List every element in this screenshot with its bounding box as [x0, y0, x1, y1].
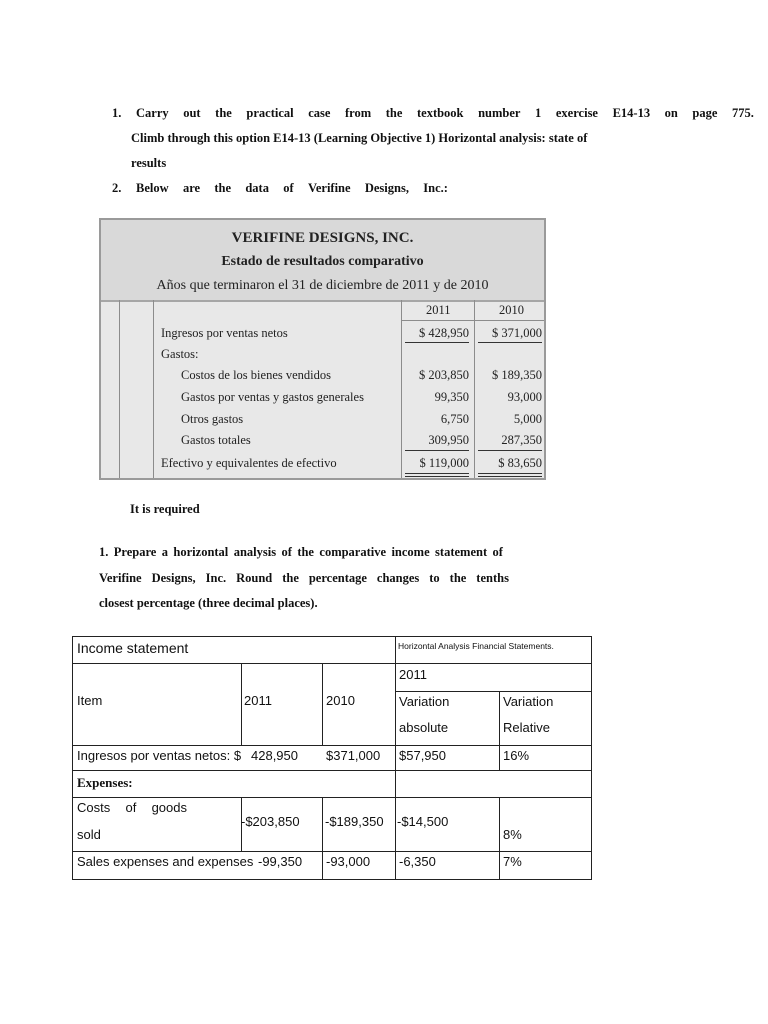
row4-variation-absolute: -6,350	[399, 854, 436, 869]
word: of	[283, 181, 294, 195]
row4-item-text: Sales expenses and expens	[77, 854, 240, 869]
word: 1.	[99, 545, 109, 559]
textbook-row-value: $ 428,950	[419, 326, 469, 340]
table-line	[499, 745, 500, 770]
word: the	[215, 106, 232, 120]
word: Verifine	[99, 571, 142, 585]
word: tenths	[476, 571, 509, 585]
table-year: 2011	[399, 667, 427, 682]
required-label: It is required	[130, 502, 200, 516]
row1-2011: 428,950	[251, 748, 298, 763]
horizontal-analysis-table	[72, 636, 592, 880]
table-line	[73, 745, 591, 746]
row1-variation-relative: 16%	[503, 748, 530, 763]
table-line	[322, 797, 323, 879]
word: to	[429, 571, 440, 585]
word: of	[125, 800, 137, 815]
textbook-row-value: $ 83,650	[498, 456, 542, 470]
row4-2011: -99,350	[258, 854, 303, 869]
word: Inc.:	[423, 181, 448, 195]
textbook-row-label: Efectivo y equivalentes de efectivo	[161, 456, 337, 470]
word: 1	[535, 106, 542, 120]
textbook-row-value: 5,000	[513, 412, 542, 426]
word: analysis	[233, 545, 277, 559]
item2-line	[136, 181, 448, 196]
word: practical	[246, 106, 294, 120]
table-subtitle: Horizontal Analysis Financial Statements.	[398, 641, 554, 651]
item2-number: 2.	[112, 181, 122, 195]
word: textbook	[416, 106, 464, 120]
textbook-underline	[478, 450, 542, 451]
table-line	[73, 851, 591, 852]
word: the	[282, 571, 299, 585]
textbook-divider	[401, 320, 544, 321]
word: the	[449, 571, 467, 585]
row4-variation-relative: 7%	[503, 854, 522, 869]
word: out	[183, 106, 201, 120]
item1-second-line: Climb through this option E14-13 (Learning Objective 1) Horizontal analysis: state of	[131, 131, 588, 145]
textbook-row-value: $ 371,000	[492, 326, 542, 340]
table-line	[73, 797, 591, 798]
word: number	[478, 106, 521, 120]
table-line	[395, 637, 396, 879]
word: statement	[435, 545, 488, 559]
textbook-row-value: 287,350	[501, 433, 542, 447]
textbook-row-value: $ 119,000	[419, 456, 469, 470]
textbook-row-value: 6,750	[440, 412, 469, 426]
textbook-underline	[405, 342, 469, 343]
item1-number: 1.	[112, 106, 122, 120]
row3-item-line1	[77, 800, 187, 815]
row3-item-line2: sold	[77, 827, 101, 842]
word: on	[664, 106, 678, 120]
task-line3: closest percentage (three decimal places).	[99, 596, 318, 610]
word: Costs	[77, 800, 111, 815]
word: goods	[151, 800, 187, 815]
textbook-income-statement	[99, 218, 546, 480]
row4-item	[77, 854, 253, 869]
word: income	[391, 545, 430, 559]
col-abs-header-line2: absolute	[399, 720, 449, 735]
table-line	[241, 663, 242, 745]
row3-variation-absolute: -$14,500	[397, 814, 449, 829]
word: the	[385, 106, 403, 120]
textbook-row-value: 309,950	[428, 433, 469, 447]
word: are	[182, 181, 201, 195]
row4-2010: -93,000	[326, 854, 371, 869]
word: changes	[376, 571, 420, 585]
word: from	[345, 106, 372, 120]
textbook-period: Años que terminaron el 31 de diciembre de 2011 y de 2010	[156, 278, 489, 293]
word: percentage	[308, 571, 367, 585]
task-line2	[99, 571, 509, 586]
table-line	[499, 797, 500, 879]
col-rel-header-line2: Relative	[503, 720, 550, 735]
textbook-row-value: $ 189,350	[492, 368, 542, 382]
textbook-row-label: Gastos totales	[181, 433, 251, 447]
textbook-divider	[401, 300, 402, 478]
word: Below	[136, 181, 169, 195]
textbook-header	[101, 220, 544, 302]
textbook-company: VERIFINE DESIGNS, INC.	[231, 230, 414, 246]
word: Carry	[136, 106, 169, 120]
textbook-underline	[405, 450, 469, 451]
textbook-row-label: Gastos por ventas y gastos generales	[181, 390, 364, 404]
word: case	[308, 106, 331, 120]
textbook-underline	[478, 476, 542, 477]
textbook-row-label: Costos de los bienes vendidos	[181, 368, 331, 382]
textbook-underline	[478, 342, 542, 343]
textbook-year-2010: 2010	[499, 303, 524, 317]
word: of	[492, 545, 503, 559]
word: Verifine	[307, 181, 351, 195]
textbook-underline	[405, 476, 469, 477]
row1-2010: $371,000	[326, 748, 381, 763]
col-abs-header-line1: Variation	[399, 694, 450, 709]
word: data	[245, 181, 269, 195]
word: the	[297, 545, 314, 559]
textbook-row-value: 93,000	[507, 390, 542, 404]
col-2011-header: 2011	[244, 693, 272, 708]
word: Designs,	[364, 181, 409, 195]
word: the	[214, 181, 232, 195]
item1-third-line: results	[131, 156, 167, 170]
word: Inc.	[205, 571, 227, 585]
row3-variation-relative: 8%	[503, 827, 522, 842]
word: comparative	[319, 545, 387, 559]
row1-variation-absolute: $57,950	[399, 748, 446, 763]
word: Prepare	[113, 545, 157, 559]
col-item-header: Item	[77, 693, 103, 708]
textbook-year-2011: 2011	[426, 303, 451, 317]
textbook-divider	[119, 300, 120, 478]
row3-2010: -$189,350	[325, 814, 384, 829]
textbook-underline	[405, 473, 469, 474]
col-2010-header: 2010	[326, 693, 355, 708]
word: exercise	[555, 106, 598, 120]
textbook-body	[101, 300, 544, 478]
textbook-statement-title: Estado de resultados comparativo	[221, 254, 424, 269]
row3-2011: -$203,850	[241, 814, 300, 829]
textbook-row-label: Otros gastos	[181, 412, 244, 426]
textbook-row-value: $ 203,850	[419, 368, 469, 382]
table-line	[395, 691, 591, 692]
table-line	[322, 663, 323, 745]
table-line	[73, 663, 591, 664]
word: E14-13	[612, 106, 651, 120]
textbook-divider	[474, 300, 475, 478]
word: of	[281, 545, 292, 559]
word: Designs,	[151, 571, 196, 585]
task-line1	[99, 545, 503, 560]
textbook-row-value: 99,350	[434, 390, 469, 404]
textbook-row-label: Ingresos por ventas netos	[161, 326, 288, 340]
col-rel-header-line1: Variation	[503, 694, 554, 709]
row2-expenses-label: Expenses:	[77, 775, 133, 790]
table-title: Income statement	[77, 640, 189, 656]
table-line	[73, 770, 591, 771]
word: horizontal	[173, 545, 229, 559]
textbook-underline	[478, 473, 542, 474]
row1-item: Ingresos por ventas netos: $	[77, 748, 242, 763]
item1-first-line	[136, 106, 754, 121]
word: 775.	[732, 106, 754, 120]
textbook-divider	[153, 300, 154, 478]
word: Round	[236, 571, 273, 585]
word: a	[161, 545, 169, 559]
textbook-row-label: Gastos:	[161, 347, 199, 361]
word: page	[692, 106, 718, 120]
row4-item-tail: es	[239, 854, 254, 869]
